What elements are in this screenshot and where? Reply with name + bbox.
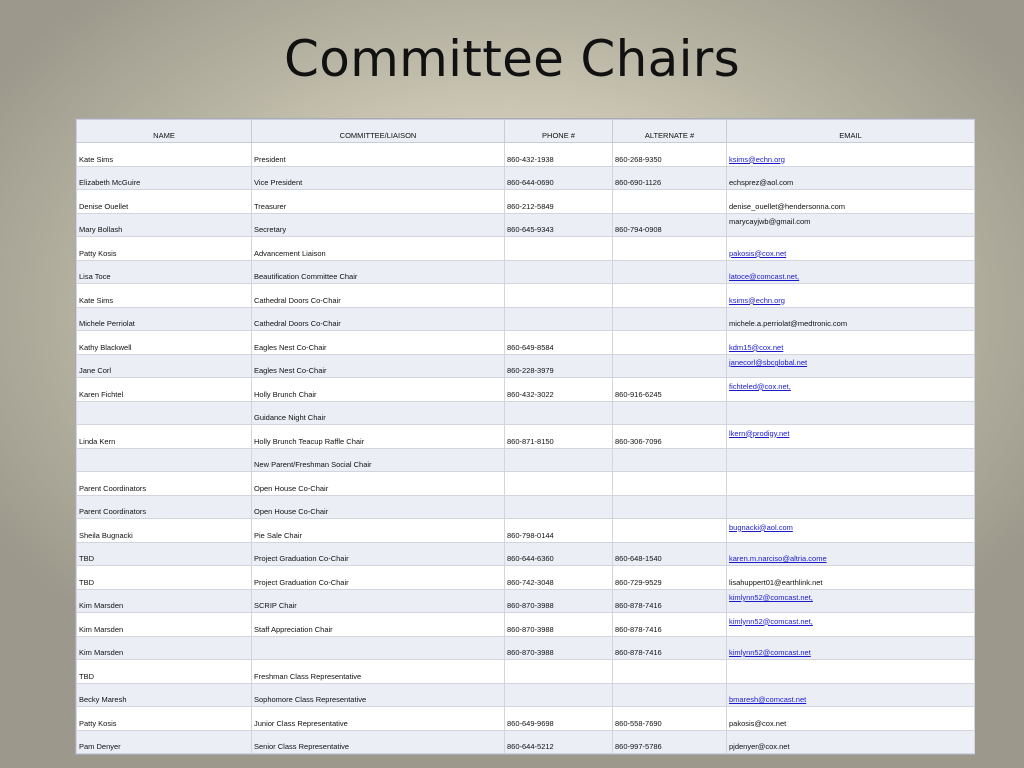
- cell-phone: [505, 730, 613, 754]
- table-row: [77, 284, 975, 308]
- table-row: [77, 260, 975, 284]
- cell-alternate: [613, 331, 727, 355]
- cell-email: [727, 166, 975, 190]
- cell-name: [77, 307, 252, 331]
- cell-name: [77, 542, 252, 566]
- table-row: [77, 636, 975, 660]
- cell-name: [77, 566, 252, 590]
- cell-email: [727, 448, 975, 472]
- table-row: [77, 378, 975, 402]
- cell-name-text: Elizabeth McGuire: [79, 178, 141, 187]
- cell-committee: [252, 260, 505, 284]
- cell-name-text: Lisa Toce: [79, 272, 111, 281]
- header-committee: COMMITTEE/LIAISON: [252, 120, 505, 143]
- cell-alternate: [613, 166, 727, 190]
- cell-phone-text: 860-649-9698: [507, 718, 554, 728]
- table-body: [77, 143, 975, 754]
- cell-committee: [252, 542, 505, 566]
- table-header: [77, 120, 975, 143]
- cell-committee-text: New Parent/Freshman Social Chair: [254, 460, 372, 469]
- cell-committee-text: Freshman Class Representative: [254, 671, 362, 681]
- cell-alternate: [613, 495, 727, 519]
- cell-name-text: Linda Kern: [79, 436, 116, 446]
- email-link[interactable]: lkern@prodigy.net: [729, 428, 790, 438]
- cell-email: [727, 331, 975, 355]
- cell-committee-text: Staff Appreciation Chair: [254, 624, 333, 634]
- cell-phone-text: 860-742-3048: [507, 577, 554, 587]
- committee-table: [76, 119, 975, 754]
- cell-name: [77, 730, 252, 754]
- cell-name-text: Kim Marsden: [79, 601, 124, 610]
- cell-phone-text: 860-871-8150: [507, 436, 554, 446]
- cell-name: [77, 519, 252, 543]
- cell-email: [727, 472, 975, 496]
- cell-email-text: echsprez@aol.com: [729, 178, 794, 187]
- table-row: [77, 331, 975, 355]
- table-row: [77, 354, 975, 378]
- cell-alternate: [613, 190, 727, 214]
- cell-name-text: Kate Sims: [79, 154, 114, 164]
- cell-name-text: Kim Marsden: [79, 624, 124, 634]
- cell-alternate-text: 860-729-9529: [615, 577, 662, 587]
- cell-email: [727, 307, 975, 331]
- cell-phone: [505, 307, 613, 331]
- cell-alternate: [613, 542, 727, 566]
- cell-name: [77, 378, 252, 402]
- cell-alternate: [613, 613, 727, 637]
- cell-name-text: Patty Kosis: [79, 248, 117, 258]
- cell-phone-text: 860-228-3979: [507, 366, 554, 375]
- email-link[interactable]: janecorl@sbcglobal.net: [729, 358, 808, 367]
- header-alternate: ALTERNATE #: [613, 120, 727, 143]
- cell-alternate: [613, 425, 727, 449]
- cell-committee: [252, 307, 505, 331]
- cell-name-text: Karen Fichtel: [79, 389, 124, 399]
- table-row: [77, 707, 975, 731]
- cell-email: [727, 425, 975, 449]
- cell-committee: [252, 284, 505, 308]
- cell-committee: [252, 519, 505, 543]
- cell-committee-text: Beautification Committee Chair: [254, 272, 358, 281]
- cell-phone: [505, 589, 613, 613]
- cell-committee: [252, 237, 505, 261]
- cell-alternate: [613, 378, 727, 402]
- cell-phone: [505, 331, 613, 355]
- cell-name-text: Jane Corl: [79, 366, 112, 375]
- cell-alternate: [613, 213, 727, 237]
- cell-name: [77, 190, 252, 214]
- email-link[interactable]: kdm15@cox.net: [729, 342, 784, 352]
- cell-committee: [252, 354, 505, 378]
- cell-email: [727, 495, 975, 519]
- cell-committee: [252, 660, 505, 684]
- cell-committee-text: President: [254, 154, 286, 164]
- cell-email-text: michele.a.perriolat@medtronic.com: [729, 319, 848, 328]
- cell-committee: [252, 190, 505, 214]
- cell-committee: [252, 143, 505, 167]
- cell-name: [77, 213, 252, 237]
- cell-email-text: denise_ouellet@hendersonna.com: [729, 201, 846, 211]
- cell-phone: [505, 660, 613, 684]
- cell-committee: [252, 636, 505, 660]
- cell-name: [77, 284, 252, 308]
- cell-name-text: Parent Coordinators: [79, 507, 147, 516]
- cell-alternate: [613, 566, 727, 590]
- cell-committee: [252, 589, 505, 613]
- cell-committee: [252, 730, 505, 754]
- cell-committee-text: Open House Co-Chair: [254, 507, 329, 516]
- cell-phone: [505, 354, 613, 378]
- cell-email: [727, 237, 975, 261]
- cell-phone-text: 860-870-3988: [507, 624, 554, 634]
- cell-committee-text: Vice President: [254, 178, 303, 187]
- cell-email: [727, 707, 975, 731]
- cell-phone: [505, 566, 613, 590]
- cell-alternate: [613, 707, 727, 731]
- cell-committee-text: Secretary: [254, 225, 287, 234]
- cell-phone-text: 860-870-3988: [507, 648, 554, 657]
- cell-phone: [505, 378, 613, 402]
- cell-phone: [505, 166, 613, 190]
- cell-name-text: Michele Perriolat: [79, 319, 135, 328]
- cell-email: [727, 683, 975, 707]
- cell-name: [77, 448, 252, 472]
- cell-phone: [505, 472, 613, 496]
- cell-name: [77, 589, 252, 613]
- email-link[interactable]: bmaresh@comcast.net: [729, 695, 807, 704]
- cell-alternate: [613, 143, 727, 167]
- cell-name-text: Sheila Bugnacki: [79, 530, 133, 540]
- cell-alternate: [613, 472, 727, 496]
- cell-alternate-text: 860-878-7416: [615, 624, 662, 634]
- email-link[interactable]: ksims@echn.org: [729, 154, 785, 164]
- cell-email: [727, 730, 975, 754]
- cell-committee-text: Project Graduation Co-Chair: [254, 577, 349, 587]
- cell-committee-text: Cathedral Doors Co-Chair: [254, 295, 341, 305]
- cell-name: [77, 166, 252, 190]
- cell-committee-text: SCRIP Chair: [254, 601, 297, 610]
- header-phone: PHONE #: [505, 120, 613, 143]
- cell-name: [77, 401, 252, 425]
- email-link[interactable]: pakosis@cox.net: [729, 248, 787, 258]
- header-email: EMAIL: [727, 120, 975, 143]
- table-row: [77, 448, 975, 472]
- cell-name: [77, 636, 252, 660]
- cell-name-text: Kate Sims: [79, 295, 114, 305]
- cell-committee-text: Holly Brunch Chair: [254, 389, 317, 399]
- cell-alternate: [613, 519, 727, 543]
- table-row: [77, 730, 975, 754]
- cell-phone: [505, 284, 613, 308]
- cell-email: [727, 660, 975, 684]
- cell-committee: [252, 378, 505, 402]
- cell-email-text: lisahuppert01@earthlink.net: [729, 577, 823, 587]
- cell-committee: [252, 448, 505, 472]
- cell-alternate-text: 860-794-0908: [615, 225, 662, 234]
- cell-committee: [252, 495, 505, 519]
- cell-name: [77, 143, 252, 167]
- cell-name: [77, 260, 252, 284]
- cell-phone: [505, 636, 613, 660]
- header-name: NAME: [77, 120, 252, 143]
- table-row: [77, 401, 975, 425]
- table-row: [77, 190, 975, 214]
- cell-phone: [505, 542, 613, 566]
- cell-phone-text: 860-432-1938: [507, 154, 554, 164]
- cell-email: [727, 378, 975, 402]
- table-row: [77, 589, 975, 613]
- cell-committee-text: Cathedral Doors Co-Chair: [254, 319, 341, 328]
- cell-phone-text: 860-644-5212: [507, 742, 554, 751]
- cell-committee: [252, 566, 505, 590]
- cell-alternate: [613, 401, 727, 425]
- cell-phone: [505, 190, 613, 214]
- cell-committee: [252, 707, 505, 731]
- cell-phone: [505, 495, 613, 519]
- table-row: [77, 613, 975, 637]
- cell-alternate: [613, 589, 727, 613]
- cell-name-text: Patty Kosis: [79, 718, 117, 728]
- cell-name: [77, 354, 252, 378]
- cell-email: [727, 213, 975, 237]
- cell-name-text: Pam Denyer: [79, 742, 121, 751]
- cell-email: [727, 284, 975, 308]
- cell-committee-text: Pie Sale Chair: [254, 530, 302, 540]
- cell-email: [727, 636, 975, 660]
- cell-email: [727, 613, 975, 637]
- cell-email: [727, 190, 975, 214]
- cell-committee-text: Eagles Nest Co-Chair: [254, 342, 327, 352]
- table-row: [77, 683, 975, 707]
- cell-phone: [505, 613, 613, 637]
- table-row: [77, 213, 975, 237]
- cell-committee-text: Project Graduation Co-Chair: [254, 554, 349, 563]
- cell-phone-text: 860-644-6360: [507, 554, 554, 563]
- cell-email-text: pjdenyer@cox.net: [729, 742, 790, 751]
- cell-name-text: TBD: [79, 554, 94, 563]
- cell-committee-text: Treasurer: [254, 201, 287, 211]
- committee-table-container: [75, 118, 975, 755]
- table-row: [77, 143, 975, 167]
- cell-committee: [252, 613, 505, 637]
- cell-alternate: [613, 660, 727, 684]
- cell-email: [727, 566, 975, 590]
- cell-alternate: [613, 307, 727, 331]
- table-row: [77, 472, 975, 496]
- cell-phone-text: 860-432-3022: [507, 389, 554, 399]
- table-row: [77, 307, 975, 331]
- cell-name: [77, 331, 252, 355]
- cell-name: [77, 683, 252, 707]
- cell-alternate-text: 860-690-1126: [615, 178, 662, 187]
- cell-committee: [252, 472, 505, 496]
- cell-phone: [505, 401, 613, 425]
- cell-name-text: Kathy Blackwell: [79, 342, 132, 352]
- cell-alternate: [613, 260, 727, 284]
- email-link[interactable]: fichteled@cox.net,: [729, 381, 791, 391]
- cell-name-text: Parent Coordinators: [79, 483, 147, 493]
- cell-email: [727, 354, 975, 378]
- cell-alternate: [613, 636, 727, 660]
- table-row: [77, 495, 975, 519]
- cell-phone-text: 860-644-0690: [507, 178, 554, 187]
- table-row: [77, 566, 975, 590]
- cell-alternate: [613, 354, 727, 378]
- slide-title: Committee Chairs: [284, 30, 740, 88]
- cell-committee-text: Sophomore Class Representative: [254, 695, 367, 704]
- cell-phone: [505, 519, 613, 543]
- cell-committee-text: Senior Class Representative: [254, 742, 350, 751]
- cell-phone-text: 860-870-3988: [507, 601, 554, 610]
- cell-committee: [252, 166, 505, 190]
- email-link[interactable]: ksims@echn.org: [729, 295, 785, 305]
- cell-name-text: TBD: [79, 671, 94, 681]
- email-link[interactable]: kimlynn52@comcast.net,: [729, 616, 813, 626]
- table-row: [77, 425, 975, 449]
- cell-name: [77, 660, 252, 684]
- cell-name-text: Mary Bollash: [79, 225, 123, 234]
- email-link[interactable]: latoce@comcast.net,: [729, 272, 800, 281]
- cell-name: [77, 237, 252, 261]
- cell-name: [77, 425, 252, 449]
- cell-committee-text: Open House Co-Chair: [254, 483, 329, 493]
- cell-name-text: Becky Maresh: [79, 695, 127, 704]
- cell-alternate: [613, 448, 727, 472]
- table-row: [77, 166, 975, 190]
- cell-email-text: pakosis@cox.net: [729, 718, 787, 728]
- cell-alternate-text: 860-878-7416: [615, 601, 662, 610]
- cell-phone-text: 860-649-8584: [507, 342, 554, 352]
- cell-email: [727, 519, 975, 543]
- email-link[interactable]: bugnacki@aol.com: [729, 522, 793, 532]
- cell-name: [77, 472, 252, 496]
- email-link[interactable]: kimlynn52@comcast.net: [729, 648, 811, 657]
- cell-name: [77, 613, 252, 637]
- cell-name-text: Kim Marsden: [79, 648, 124, 657]
- cell-alternate: [613, 284, 727, 308]
- cell-alternate-text: 860-306-7096: [615, 436, 662, 446]
- cell-phone: [505, 143, 613, 167]
- cell-committee: [252, 213, 505, 237]
- cell-name-text: TBD: [79, 577, 94, 587]
- cell-alternate: [613, 683, 727, 707]
- cell-phone-text: 860-798-0144: [507, 530, 554, 540]
- cell-alternate-text: 860-268-9350: [615, 154, 662, 164]
- cell-committee: [252, 683, 505, 707]
- cell-alternate-text: 860-648-1540: [615, 554, 662, 563]
- cell-committee-text: Holly Brunch Teacup Raffle Chair: [254, 436, 365, 446]
- cell-committee-text: Junior Class Representative: [254, 718, 348, 728]
- cell-alternate: [613, 237, 727, 261]
- cell-email: [727, 143, 975, 167]
- cell-phone: [505, 237, 613, 261]
- table-row: [77, 237, 975, 261]
- cell-email-text: marycayjwb@gmail.com: [729, 217, 811, 226]
- table-row: [77, 519, 975, 543]
- cell-phone: [505, 260, 613, 284]
- cell-phone: [505, 448, 613, 472]
- cell-committee-text: Advancement Liaison: [254, 248, 326, 258]
- cell-committee: [252, 401, 505, 425]
- cell-phone: [505, 213, 613, 237]
- cell-committee: [252, 425, 505, 449]
- cell-phone: [505, 683, 613, 707]
- cell-alternate-text: 860-997-5786: [615, 742, 662, 751]
- cell-email: [727, 542, 975, 566]
- email-link[interactable]: kimlynn52@comcast.net,: [729, 593, 813, 602]
- cell-committee-text: Guidance Night Chair: [254, 413, 326, 422]
- cell-committee-text: Eagles Nest Co-Chair: [254, 366, 327, 375]
- cell-phone-text: 860-645-9343: [507, 225, 554, 234]
- cell-alternate-text: 860-558-7690: [615, 718, 662, 728]
- cell-email: [727, 260, 975, 284]
- cell-phone-text: 860-212-5849: [507, 201, 554, 211]
- cell-phone: [505, 707, 613, 731]
- cell-alternate-text: 860-916-6245: [615, 389, 662, 399]
- cell-alternate: [613, 730, 727, 754]
- cell-phone: [505, 425, 613, 449]
- cell-email: [727, 589, 975, 613]
- cell-name: [77, 707, 252, 731]
- table-row: [77, 660, 975, 684]
- cell-name: [77, 495, 252, 519]
- cell-email: [727, 401, 975, 425]
- cell-name-text: Denise Ouellet: [79, 201, 129, 211]
- cell-committee: [252, 331, 505, 355]
- table-row: [77, 542, 975, 566]
- email-link[interactable]: karen.m.narciso@altria.come: [729, 554, 827, 563]
- cell-alternate-text: 860-878-7416: [615, 648, 662, 657]
